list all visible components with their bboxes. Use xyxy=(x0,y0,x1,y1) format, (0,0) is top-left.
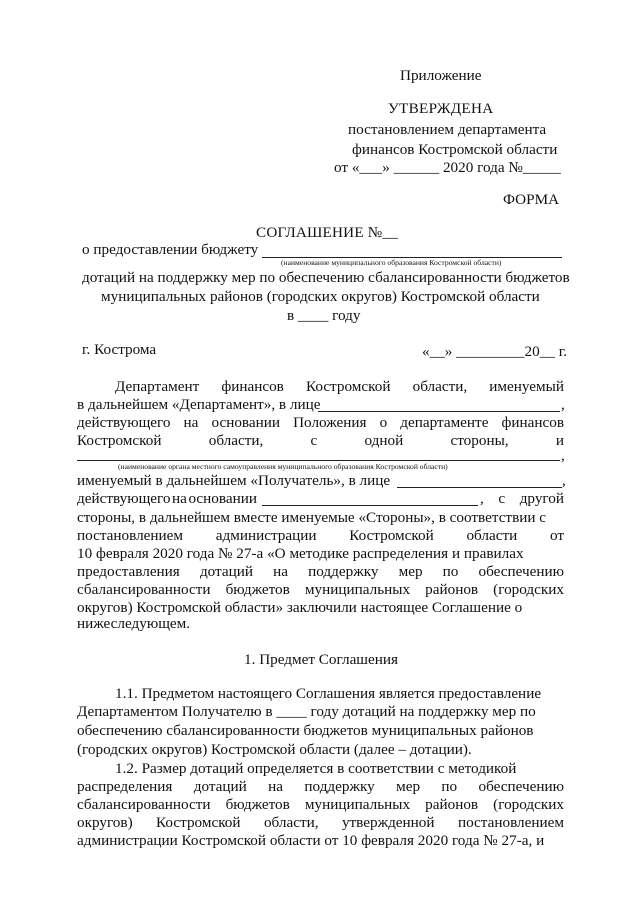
word: дотаций xyxy=(199,563,254,580)
word: области, xyxy=(263,814,319,831)
word: основании xyxy=(211,414,281,431)
word: на xyxy=(172,490,187,507)
word: поддержку xyxy=(304,778,375,795)
preamble-line-7-tail xyxy=(480,489,564,509)
approved-line-3: от «___» ______ 2020 года №_____ xyxy=(334,159,561,176)
word: области, xyxy=(208,432,264,449)
clause-1-2-line-1: 1.2. Размер дотаций определяется в соответствии с методикой xyxy=(115,760,517,777)
word: о xyxy=(379,414,388,431)
word: области, xyxy=(412,378,468,395)
word: Положения xyxy=(293,414,367,431)
word: Костромской xyxy=(77,432,162,449)
word: от xyxy=(549,527,564,544)
word: обеспечению xyxy=(478,778,564,795)
recipient-basis-rule xyxy=(262,505,478,506)
word: области xyxy=(466,527,518,544)
comma: , xyxy=(561,396,565,413)
word: действующего xyxy=(77,490,171,507)
preamble-line-1 xyxy=(115,377,564,397)
word: Костромской xyxy=(349,527,434,544)
word: дотаций xyxy=(193,778,247,795)
approved-line-2: финансов Костромской области xyxy=(352,141,558,158)
word: бюджетов xyxy=(225,581,290,598)
clause-1-1-line-1: 1.1. Предметом настоящего Соглашения является предоставление xyxy=(115,685,542,702)
word: одной xyxy=(364,432,404,449)
word: действующего xyxy=(77,414,171,431)
word: Костромской xyxy=(156,814,241,831)
recipient-name-hint: (наименование органа местного самоуправления муниципального образования Костромской области) xyxy=(118,462,448,471)
word: на xyxy=(268,778,284,795)
appendix-label: Приложение xyxy=(400,67,482,84)
comma: , xyxy=(562,472,566,489)
word: на xyxy=(183,414,199,431)
word: основании xyxy=(188,490,257,507)
word: мер xyxy=(396,778,421,795)
comma: , xyxy=(561,447,565,464)
preamble-line-9 xyxy=(77,526,564,546)
preamble-line-6: именуемый в дальнейшем «Получатель», в лице xyxy=(77,472,391,489)
preamble-line-7 xyxy=(77,489,257,509)
word: администрации xyxy=(215,527,317,544)
word: на xyxy=(273,563,289,580)
title-districts-line: муниципальных районов (городских округов) Костромской области xyxy=(101,288,540,305)
agreement-date: «__» _________20__ г. xyxy=(422,343,567,360)
word: департаменте xyxy=(400,414,489,431)
preamble-line-3 xyxy=(77,413,564,433)
clause-1-1-line-3: обеспечению сбалансированности бюджетов муниципальных районов xyxy=(77,722,534,739)
department-rep-rule xyxy=(318,411,560,412)
section-1-heading: 1. Предмет Соглашения xyxy=(244,651,398,668)
word: с xyxy=(310,432,318,449)
word: муниципальных xyxy=(304,796,411,813)
approved-label: УТВЕРЖДЕНА xyxy=(388,100,494,117)
word: Департамент xyxy=(115,378,200,395)
word: Костромской xyxy=(305,378,391,395)
preamble-line-2: в дальнейшем «Департамент», в лице xyxy=(77,396,321,413)
preamble-line-8: стороны, в дальнейшем вместе именуемые «Стороны», в соответствии с xyxy=(77,509,547,526)
preamble-line-12 xyxy=(77,580,564,600)
recipient-name-rule xyxy=(77,460,560,461)
preamble-line-4 xyxy=(77,431,564,451)
word: районов xyxy=(425,581,479,598)
city-label: г. Кострома xyxy=(82,341,157,358)
preamble-line-11 xyxy=(77,562,564,582)
word: муниципальных xyxy=(304,581,411,598)
word: обеспечению xyxy=(478,563,564,580)
title-budget-line: о предоставлении бюджету xyxy=(82,241,259,258)
word: финансов xyxy=(501,414,564,431)
word: и xyxy=(555,432,564,449)
word: постановлением xyxy=(457,814,564,831)
title-subsidy-line: дотаций на поддержку мер по обеспечению сбалансированности бюджетов xyxy=(82,269,570,286)
word: сбалансированности xyxy=(77,796,211,813)
word: (городских xyxy=(493,796,564,813)
clause-1-2-line-3 xyxy=(77,795,564,815)
word: районов xyxy=(425,796,479,813)
preamble-line-13: округов) Костромской области» заключили настоящее Соглашение о xyxy=(77,599,523,616)
word: другой xyxy=(519,490,564,507)
form-label: ФОРМА xyxy=(503,191,560,208)
word: мер xyxy=(398,563,423,580)
word: бюджетов xyxy=(225,796,290,813)
comma: , xyxy=(480,490,484,507)
clause-1-2-line-5: администрации Костромской области от 10 февраля 2020 года № 27-а, и xyxy=(77,832,545,849)
word: сбалансированности xyxy=(77,581,211,598)
clause-1-1-line-2: Департаментом Получателю в ____ году дотаций на поддержку мер по xyxy=(77,703,536,720)
preamble-line-10: 10 февраля 2020 года № 27-а «О методике распределения и правилах xyxy=(77,545,524,562)
approved-line-1: постановлением департамента xyxy=(348,121,547,138)
word: по xyxy=(441,778,458,795)
word: именуемый xyxy=(489,378,564,395)
word: по xyxy=(442,563,459,580)
word: постановлением xyxy=(77,527,184,544)
preamble-line-14: нижеследующем. xyxy=(77,615,191,632)
clause-1-1-line-4: (городских округов) Костромской области (далее – дотации). xyxy=(77,741,472,758)
budget-name-hint: (наименование муниципального образования Костромской области) xyxy=(281,258,502,267)
title-year-line: в ____ году xyxy=(287,307,361,324)
clause-1-2-line-4 xyxy=(77,813,564,833)
word: поддержку xyxy=(308,563,379,580)
word: с xyxy=(498,490,506,507)
word: распределения xyxy=(77,778,173,795)
word: (городских xyxy=(493,581,564,598)
agreement-title: СОГЛАШЕНИЕ №__ xyxy=(256,224,399,241)
word: стороны, xyxy=(450,432,509,449)
word: округов) xyxy=(77,814,133,831)
clause-1-2-line-2 xyxy=(77,777,564,797)
word: предоставления xyxy=(77,563,180,580)
word: финансов xyxy=(221,378,284,395)
recipient-rep-rule xyxy=(397,487,562,488)
word: утвержденной xyxy=(341,814,435,831)
